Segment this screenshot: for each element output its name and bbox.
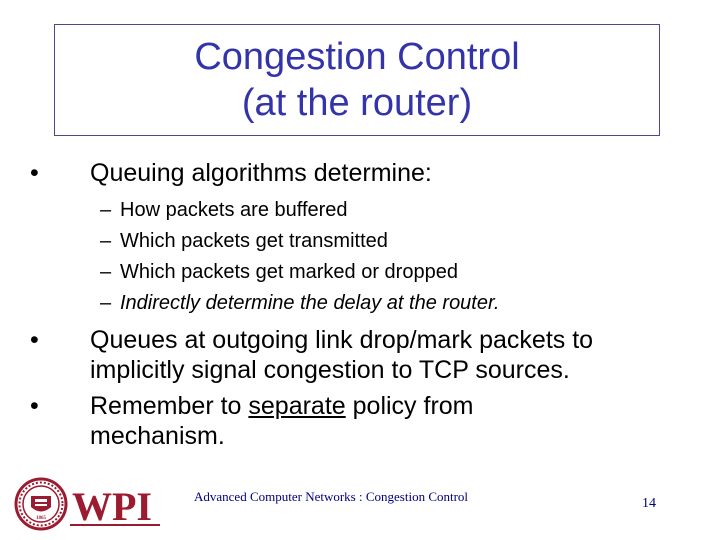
bullet-text-pre: Remember to [90, 392, 249, 420]
seal-year: 1865 [36, 516, 46, 521]
sub-dash: – [100, 230, 112, 252]
sub-dash: – [100, 292, 112, 314]
sub-text: Which packets get transmitted [120, 230, 388, 252]
bullet-queuing [28, 158, 432, 188]
sub-text: How packets are buffered [120, 199, 348, 221]
bullet-dot: • [30, 159, 39, 187]
subitem-buffered [100, 194, 348, 226]
footer-course-title: Advanced Computer Networks : Congestion Control [194, 489, 469, 504]
subitem-delay [100, 287, 499, 319]
sub-text: Which packets get marked or dropped [120, 261, 458, 283]
wpi-logo [14, 476, 164, 537]
subitem-marked [100, 256, 458, 288]
bullet-line: Queues at outgoing link drop/mark packets to [90, 326, 594, 354]
bullet-text-post: policy from [345, 392, 474, 420]
slide-title-line2: (at the router) [241, 82, 473, 124]
underlined-word: separate [248, 392, 346, 420]
subitem-transmitted [100, 225, 388, 257]
bullet-line: mechanism. [90, 422, 225, 450]
bullet-queues [28, 325, 593, 385]
bullet-line: implicitly signal congestion to TCP sources. [90, 356, 570, 384]
slide-title-line1: Congestion Control [194, 36, 520, 78]
wpi-wordmark: WPI [72, 484, 152, 529]
title-box [54, 24, 660, 136]
bullet-dot: • [30, 392, 39, 420]
bullet-dot: • [30, 326, 39, 354]
bullet-text [90, 391, 474, 451]
sub-dash: – [100, 261, 112, 283]
bullet-remember [28, 391, 474, 451]
bullet-text [90, 325, 593, 385]
page-number: 14 [642, 496, 656, 511]
wpi-seal-icon [14, 476, 164, 532]
bullet-text: Queuing algorithms determine: [90, 159, 432, 187]
sub-dash: – [100, 199, 112, 221]
sub-text: Indirectly determine the delay at the router. [120, 292, 500, 314]
